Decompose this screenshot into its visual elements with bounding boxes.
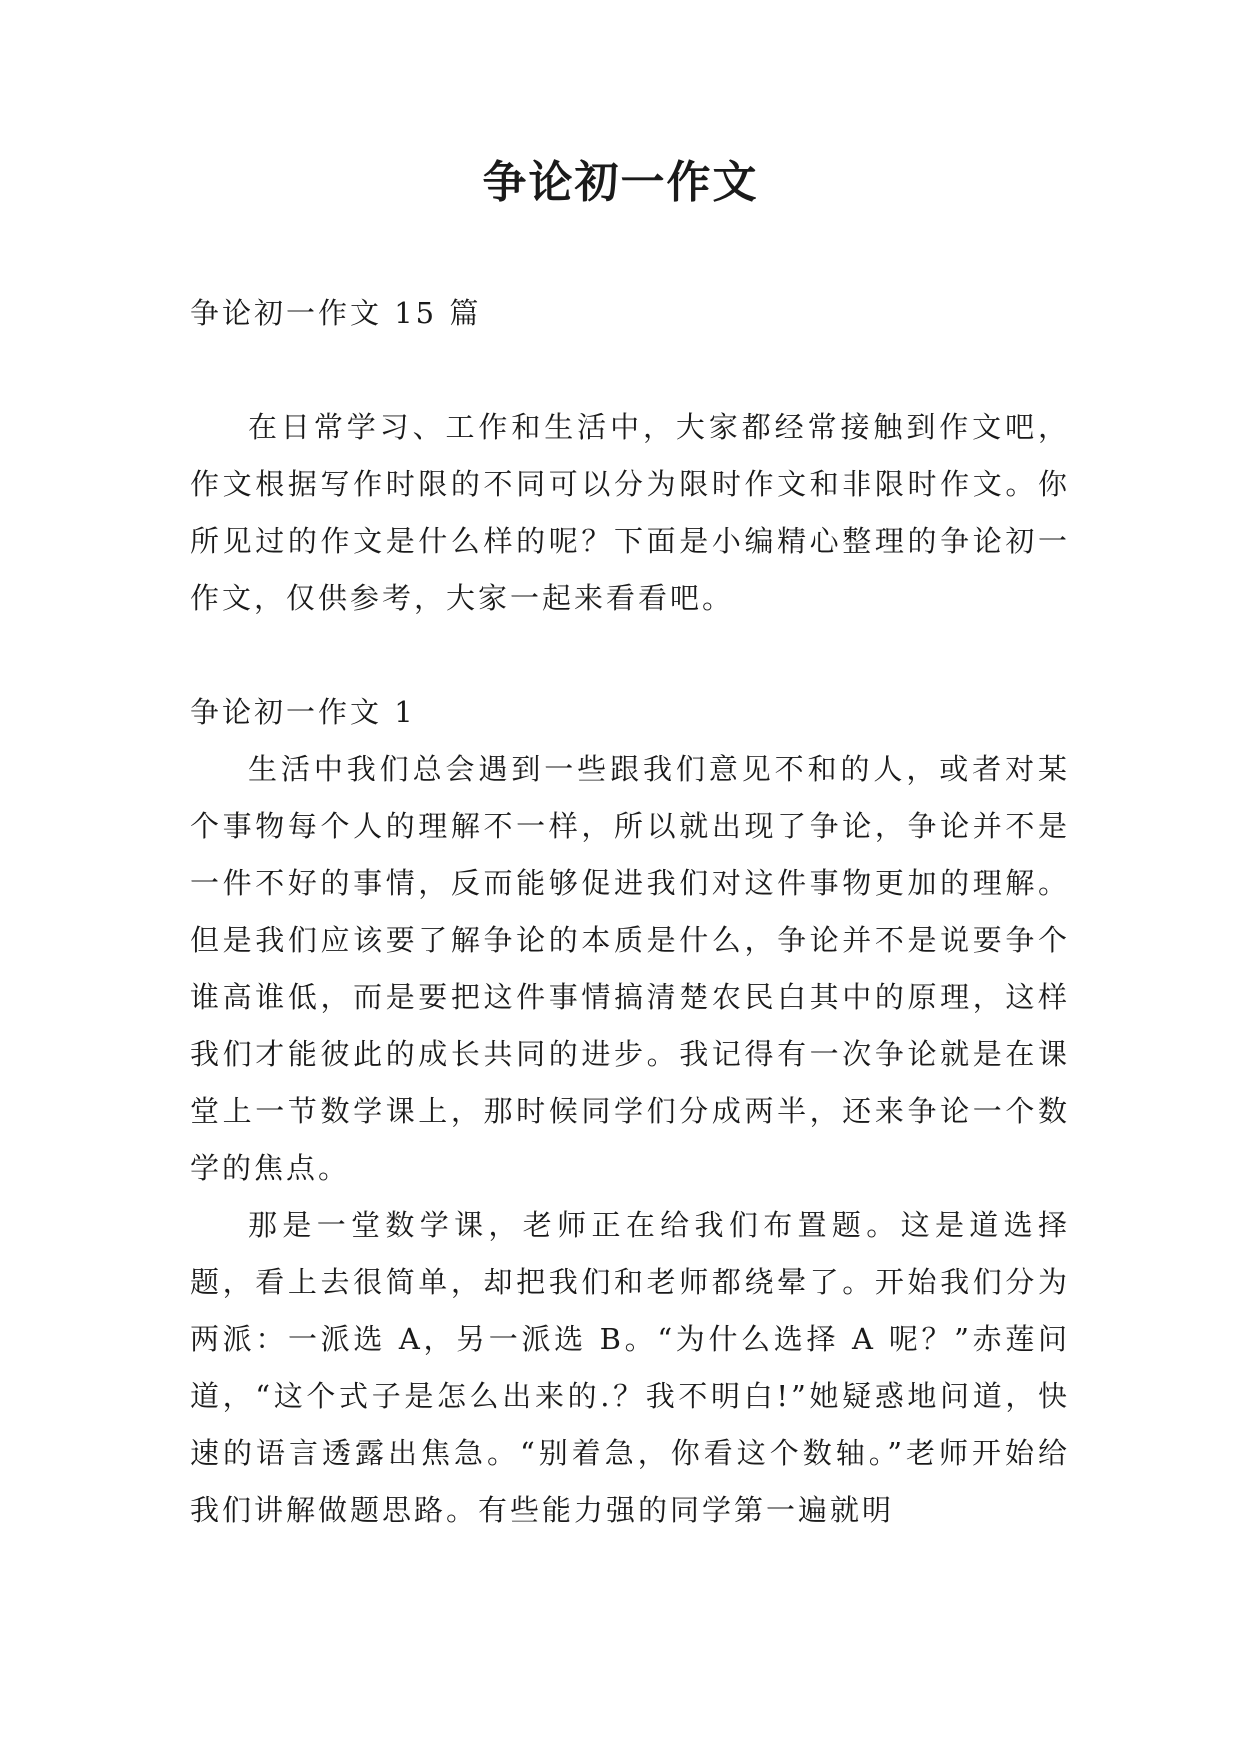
document-title: 争论初一作文 (482, 157, 759, 208)
essay-section (190, 684, 1070, 1539)
body-paragraph: 生活中我们总会遇到一些跟我们意见不和的人，或者对某个事物每个人的理解不一样，所以就出现了争论，争论并不是一件不好的事情，反而能够促进我们对这件事物更加的理解。但是我们应该要了解争论的本质是什么，争论并不是说要争个谁高谁低，而是要把这件事情搞清楚农民白其中的原理，这样我们才能彼此的成长共同的进步。我记得有一次争论就是在课堂上一节数学课上，那时候同学们分成两半，还来争论一个数学的焦点。 (190, 752, 1070, 1185)
body-paragraph: 那是一堂数学课，老师正在给我们布置题。这是道选择题，看上去很简单，却把我们和老师都绕晕了。开始我们分为两派：一派选 A，另一派选 B。“为什么选择 A 呢？”赤莲问道，“这个式子是怎么出来的.？我不明白!”她疑惑地问道，快速的语言透露出焦急。“别着急，你看这个数轴。”老师开始给我们讲解做题思路。有些能力强的同学第一遍就明 (190, 1208, 1070, 1527)
section-heading: 争论初一作文 1 (190, 695, 416, 729)
intro-paragraph: 在日常学习、工作和生活中，大家都经常接触到作文吧，作文根据写作时限的不同可以分为限时作文和非限时作文。你所见过的作文是什么样的呢？下面是小编精心整理的争论初一作文，仅供参考，大家一起来看看吧。 (190, 410, 1070, 615)
document-subtitle: 争论初一作文 15 篇 (190, 296, 482, 330)
document-body (190, 285, 1070, 1539)
